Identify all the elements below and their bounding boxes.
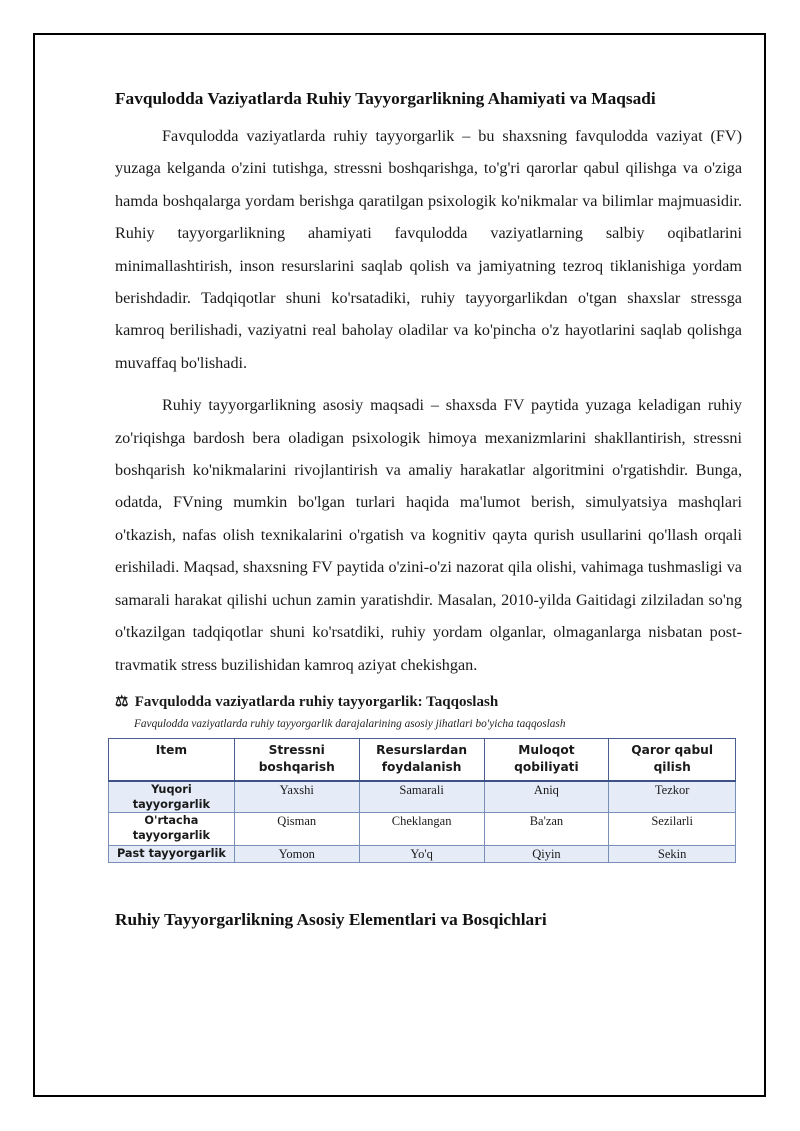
table-cell: Yomon (234, 845, 359, 862)
row-header: O'rtacha tayyorgarlik (109, 812, 235, 845)
paragraph: Favqulodda vaziyatlarda ruhiy tayyorgarlik – bu shaxsning favqulodda vaziyat (FV) yuzaga kelganda o'zini tutishga, stressni boshqarishga, to'g'ri qarorlar qabul qilishga va o'ziga hamda boshqalarga yordam berishga qaratilgan psixologik ko'nikmalar va bilimlar majmuasidir. Ruhiy tayyorgarlikning ahamiyati favqulodda vaziyatlarning salbiy oqibatlarini minimallashtirish, inson resurslarini saqlab qolish va jamiyatning tezroq tiklanishiga yordam berishdadir. Tadqiqotlar shuni ko'rsatadiki, ruhiy tayyorgarlikdan o'tgan shaxslar stressga kamroq berilishadi, vaziyatni real baholay oladilar va ko'pincha o'z hayotlarini saqlab qolishga muvaffaq bo'lishadi. (115, 127, 742, 372)
table-caption: Favqulodda vaziyatlarda ruhiy tayyorgarlik darajalarining asosiy jihatlari bo'yicha taqqoslash (134, 717, 566, 730)
comparison-table (108, 738, 736, 863)
column-header: Resurslardan foydalanish (359, 738, 484, 781)
table-cell: Tezkor (609, 781, 736, 813)
section-title: Favqulodda Vaziyatlarda Ruhiy Tayyorgarlikning Ahamiyati va Maqsadi (115, 89, 656, 108)
table-cell: Yaxshi (234, 781, 359, 813)
table-cell: Qisman (234, 812, 359, 845)
table-heading (115, 691, 742, 713)
table-header-row (109, 738, 736, 781)
table-row (109, 781, 736, 813)
column-header: Qaror qabul qilish (609, 738, 736, 781)
table-cell: Samarali (359, 781, 484, 813)
section-title: Ruhiy Tayyorgarlikning Asosiy Elementlari va Bosqichlari (115, 909, 547, 929)
table-cell: Yo'q (359, 845, 484, 862)
row-header: Yuqori tayyorgarlik (109, 781, 235, 813)
paragraph: Ruhiy tayyorgarlikning asosiy maqsadi – shaxsda FV paytida yuzaga keladigan ruhiy zo'riqishga bardosh bera oladigan psixologik himoya mexanizmlarini shakllantirish, stressni boshqarish ko'nikmalarini rivojlantirish va amaliy harakatlar algoritmini o'rgatishdir. Bunga, odatda, FVning mumkin bo'lgan turlari haqida ma'lumot berish, simulyatsiya mashqlari o'tkazish, nafas olish texnikalarini o'rgatish va kognitiv qayta qurish usullarini qo'llash orqali erishiladi. Maqsad, shaxsning FV paytida o'zini-o'zi nazorat qila olishi, vahimaga tushmasligi va samarali harakat qilishi uchun zamin yaratishdir. Masalan, 2010-yilda Gaitidagi zilziladan so'ng o'tkazilgan tadqiqotlar shuni ko'rsatdiki, ruhiy yordam olganlar, olmaganlarga nisbatan post-travmatik stress buzilishidan kamroq aziyat chekishgan. (115, 396, 742, 674)
table-row (109, 845, 736, 862)
scales-icon: ⚖ (115, 693, 129, 710)
table-cell: Qiyin (484, 845, 609, 862)
table-cell: Sezilarli (609, 812, 736, 845)
table-cell: Aniq (484, 781, 609, 813)
column-header: Item (109, 738, 235, 781)
table-heading-text: Favqulodda vaziyatlarda ruhiy tayyorgarlik: Taqqoslash (134, 693, 499, 710)
document-body (115, 86, 742, 933)
table-cell: Sekin (609, 845, 736, 862)
table-row (109, 812, 736, 845)
column-header: Muloqot qobiliyati (484, 738, 609, 781)
table-cell: Cheklangan (359, 812, 484, 845)
table-cell: Ba'zan (484, 812, 609, 845)
column-header: Stressni boshqarish (234, 738, 359, 781)
row-header: Past tayyorgarlik (109, 845, 235, 862)
